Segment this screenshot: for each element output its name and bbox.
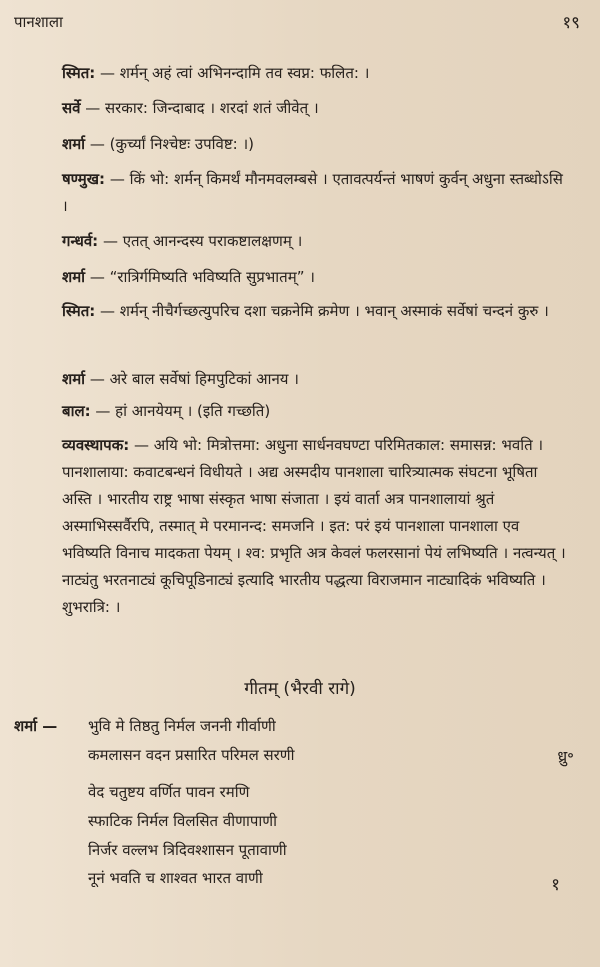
speaker-name: व्यवस्थापक: (62, 436, 130, 454)
speaker-name: शर्मा (62, 135, 86, 153)
dialogue-line (62, 166, 570, 220)
dialogue-text: — एतत् आनन्दस्य पराकष्टालक्षणम् । (98, 232, 303, 250)
dialogue-line (62, 264, 570, 291)
dialogue-line (62, 131, 570, 158)
dialogue-text: — हां आनयेयम् । (इति गच्छति) (90, 402, 271, 420)
dialogue-text: — अरे बाल सर्वेषां हिमपुटिकां आनय । (85, 370, 299, 388)
dialogue-text: — शर्मन् अहं त्वां अभिनन्दामि तव स्वप्न: फलित: । (95, 64, 370, 82)
dialogue-line (62, 298, 570, 325)
verse-line: स्फाटिक निर्मल विलसित वीणापाणी (88, 812, 277, 830)
dialogue-text: — अयि भो: मित्रोत्तमा: अधुना सार्धनवघण्टा परिमितकाल: समासन्न: भवति । पानशालाया: कवाटबन्धनं विधीयते । अद्य अस्मदीय पानशाला चारित्र्यात्मक संघटना भूषिता अस्ति । भारतीय राष्ट्र भाषा संस्कृत भाषा संजाता । इयं वार्ता अत्र पानशालायां श्रुतं अस्माभिस्सर्वैरपि, तस्मात् मे परमानन्द: समजनि । इत: परं इयं पानशाला पानशाला एव भविष्यति विनाच मादकता पेयम् । श्व: प्रभृति अत्र केवलं फलरसानां पेयं लभिष्यति । नत्वन्यत् । नाट्यंतु भरतनाट्यं कूचिपूडिनाट्यं इत्यादि भारतीय पद्धत्या विराजमान नाट्यादिकं भविष्यति । शुभरात्रि: । (62, 436, 566, 616)
dialogue-text: — (कुर्च्यां निश्चेष्टः उपविष्ट: ।) (85, 135, 255, 153)
refrain-line: भुवि मे तिष्ठतु निर्मल जननी गीर्वाणी (88, 717, 276, 735)
dialogue-line (62, 432, 570, 621)
refrain-mark: ध्रु॰ (557, 747, 574, 766)
dialogue-text: — शर्मन् नीचैर्गच्छत्युपरिच दशा चक्रनेमि क्रमेण । भवान् अस्माकं सर्वेषां चन्दनं कुरु । (95, 302, 549, 320)
dialogue-line (62, 228, 570, 255)
refrain-line: कमलासन वदन प्रसारित परिमल सरणी (88, 746, 295, 764)
speaker-name: बाल: (62, 402, 91, 420)
speaker-dash: — (37, 717, 58, 735)
speaker-name: शर्मा (62, 268, 86, 286)
verse-number: १ (551, 875, 560, 895)
page-number: १९ (562, 13, 580, 33)
verse-line: वेद चतुष्टय वर्णित पावन रमणि (88, 783, 250, 801)
speaker-name: शर्मा (14, 717, 38, 735)
speaker-name: स्मित: (62, 302, 96, 320)
dialogue-text: — “रात्रिर्गमिष्यति भविष्यति सुप्रभातम्” । (85, 268, 315, 286)
dialogue-line (62, 60, 570, 87)
speaker-name: गन्धर्व: (62, 232, 99, 250)
speaker-name: सर्वे (62, 99, 81, 117)
dialogue-line (62, 366, 570, 393)
speaker-name: शर्मा (62, 370, 86, 388)
verse-line: निर्जर वल्लभ त्रिदिवश्शासन पूतावाणी (88, 841, 287, 859)
dialogue-text: — किं भो: शर्मन् किमर्थं मौनमवलम्बसे । एतावत्पर्यन्तं भाषणं कुर्वन् अधुना स्तब्धोऽसि । (62, 170, 563, 215)
song-speaker (14, 716, 57, 736)
speaker-name: षण्मुख: (62, 170, 106, 188)
dialogue-line (62, 95, 570, 122)
song-title: गीतम् (भैरवी रागे) (244, 679, 356, 699)
speaker-name: स्मित: (62, 64, 96, 82)
running-header: पानशाला (14, 13, 63, 31)
dialogue-line (62, 398, 570, 425)
verse-line: नूनं भवति च शाश्वत भारत वाणी (88, 869, 263, 887)
dialogue-text: — सरकार: जिन्दाबाद । शरदां शतं जीवेत् । (80, 99, 319, 117)
